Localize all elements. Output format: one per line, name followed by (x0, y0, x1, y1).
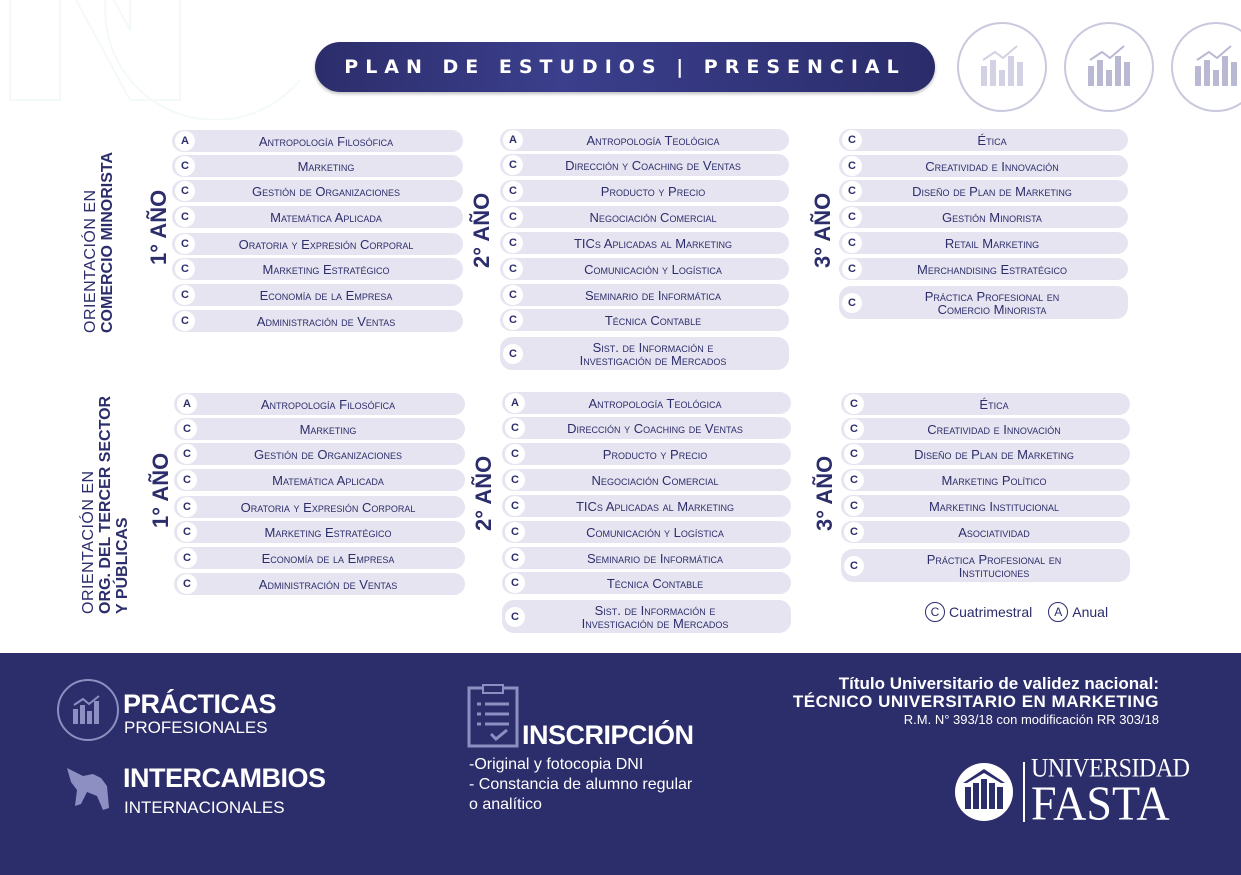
inscripcion-requirements (469, 755, 739, 815)
subject-name-line: Investigación de Mercados (579, 352, 727, 368)
subject-type-badge: C (177, 497, 197, 517)
subject-type-badge: C (175, 181, 195, 201)
chart-growth-icon (1171, 22, 1241, 112)
subject-type-badge: C (177, 444, 197, 464)
subject-pill (174, 521, 465, 543)
subject-pill (839, 206, 1128, 228)
subject-type-badge: A (177, 394, 197, 414)
titulo-resolucion: R.M. N° 393/18 con modificación RR 303/18 (903, 712, 1159, 727)
subject-type-badge: C (503, 181, 523, 201)
subject-name: Oratoria y Expresión Corporal (240, 499, 416, 515)
orientation-label (80, 396, 131, 614)
header-title: PLAN DE ESTUDIOS | PRESENCIAL (344, 56, 906, 78)
subject-type-badge: C (177, 574, 197, 594)
subject-type-badge: C (175, 234, 195, 254)
subject-pill (841, 418, 1130, 440)
legend-a-badge: A (1048, 602, 1068, 622)
subject-type-badge: C (503, 259, 523, 279)
legend-a-label: Anual (1072, 604, 1109, 620)
subject-type-badge: C (503, 285, 523, 305)
subject-name: Ética (977, 132, 1007, 148)
subject-pill (502, 417, 791, 439)
subject-name: Gestión de Organizaciones (254, 446, 402, 462)
subject-name: Administración de Ventas (256, 313, 396, 329)
subject-pill (500, 232, 789, 254)
subject-type-badge: C (842, 156, 862, 176)
subject-type-badge: C (844, 522, 864, 542)
subject-pill (500, 337, 789, 370)
subject-type-badge: C (175, 207, 195, 227)
subject-pill (172, 155, 463, 177)
subject-pill (841, 549, 1130, 582)
year-label: 2° AÑO (469, 192, 494, 268)
subject-name-line: Práctica Profesional en (926, 551, 1062, 567)
orientation-prefix: ORIENTACIÓN EN (80, 470, 97, 614)
practicas-subtitle: PROFESIONALES (124, 718, 268, 737)
fasta-word: FASTA (1031, 776, 1170, 831)
subject-name: Diseño de Plan de Marketing (912, 183, 1072, 199)
subject-type-badge: C (503, 233, 523, 253)
subject-name: Seminario de Informática (584, 287, 721, 303)
subject-type-badge: C (842, 259, 862, 279)
subject-type-badge: C (505, 607, 525, 627)
subject-name: Marketing (297, 158, 355, 174)
subject-type-badge: A (175, 131, 195, 151)
subject-pill (174, 496, 465, 518)
subject-pill (502, 572, 791, 594)
subject-type-badge: C (505, 548, 525, 568)
subject-pill (174, 547, 465, 569)
subject-pill (839, 258, 1128, 280)
subject-type-badge: A (503, 130, 523, 150)
subject-pill (502, 495, 791, 517)
practicas-title: PRÁCTICAS (123, 689, 277, 719)
year-label: 3° AÑO (812, 455, 837, 531)
subject-name: Oratoria y Expresión Corporal (238, 236, 414, 252)
subject-type-badge: C (844, 394, 864, 414)
intercambios-title: INTERCAMBIOS (123, 763, 326, 793)
subject-name: Marketing (299, 421, 357, 437)
subject-pill (174, 393, 465, 415)
subject-name: Comunicación y Logística (584, 261, 722, 277)
subject-type-badge: C (505, 418, 525, 438)
subject-name (864, 553, 1130, 579)
legend-c-label: Cuatrimestral (949, 604, 1033, 620)
orientation-name: COMERCIO MINORISTA (99, 151, 116, 333)
subject-type-badge: C (842, 233, 862, 253)
subject-name: TICs Aplicadas al Marketing (573, 235, 733, 251)
titulo-block (793, 675, 1159, 728)
subject-name: Creatividad e Innovación (927, 421, 1061, 437)
subject-type-badge: C (503, 310, 523, 330)
universidad-fasta-logo (953, 754, 1190, 831)
subject-type-badge: C (842, 293, 862, 313)
subject-pill (502, 443, 791, 465)
subject-pill (174, 469, 465, 491)
subject-type-badge: C (505, 522, 525, 542)
intercambios-subtitle: INTERNACIONALES (124, 798, 285, 817)
subject-pill (172, 180, 463, 202)
subject-pill (839, 155, 1128, 177)
subject-name: Ética (979, 396, 1009, 412)
subject-pill (172, 130, 463, 152)
subject-name: Técnica Contable (606, 575, 704, 591)
subject-name: Administración de Ventas (258, 576, 398, 592)
subject-name: Producto y Precio (602, 446, 708, 462)
requirement-item: -Original y fotocopia DNI (469, 756, 644, 773)
subject-type-badge: C (175, 311, 195, 331)
subject-type-badge: C (177, 548, 197, 568)
subject-name: Dirección y Coaching de Ventas (565, 157, 741, 173)
subject-name: Creatividad e Innovación (925, 158, 1059, 174)
legend-c-badge: C (925, 602, 945, 622)
subject-pill (172, 310, 463, 332)
subject-type-badge: C (844, 470, 864, 490)
subject-type-badge: C (844, 419, 864, 439)
subject-pill (841, 495, 1130, 517)
subject-name: Antropología Teológica (588, 395, 722, 411)
orientation-prefix: ORIENTACIÓN EN (82, 189, 99, 333)
subject-name: Diseño de Plan de Marketing (914, 446, 1074, 462)
subject-type-badge: C (175, 285, 195, 305)
subject-name: TICs Aplicadas al Marketing (575, 498, 735, 514)
subject-type-badge: C (842, 181, 862, 201)
subject-name: Dirección y Coaching de Ventas (567, 420, 743, 436)
subject-name-line: Comercio Minorista (937, 301, 1047, 317)
year-label: 3° AÑO (810, 192, 835, 268)
subject-name: Matemática Aplicada (272, 472, 384, 488)
year-label: 1° AÑO (146, 189, 171, 265)
universidad-word: UNIVERSIDAD (1031, 754, 1190, 784)
subject-type-badge: C (177, 522, 197, 542)
inscripcion-title: INSCRIPCIÓN (522, 720, 694, 750)
subject-name: Seminario de Informática (586, 550, 723, 566)
subject-type-badge: C (844, 556, 864, 576)
subject-pill (839, 286, 1128, 319)
subject-name: Antropología Filosófica (258, 133, 394, 149)
subject-pill (839, 129, 1128, 151)
orientation-name: ORG. DEL TERCER SECTOR (97, 395, 114, 614)
subject-type-badge: C (175, 259, 195, 279)
subject-pill (172, 206, 463, 228)
subject-type-badge: C (505, 496, 525, 516)
subject-type-badge: C (505, 444, 525, 464)
subject-type-badge: C (844, 444, 864, 464)
subject-name: Economía de la Empresa (259, 287, 393, 303)
fasta-emblem-icon (953, 761, 1015, 823)
subject-pill (174, 443, 465, 465)
subject-name: Gestión Minorista (942, 209, 1042, 225)
subject-name: Negociación Comercial (591, 472, 719, 488)
subject-name: Marketing Estratégico (262, 261, 390, 277)
chart-growth-icon (1064, 22, 1154, 112)
subject-type-badge: C (503, 207, 523, 227)
footer (0, 653, 1241, 875)
orientation-name-continued: Y PÚBLICAS (114, 517, 131, 614)
subject-name: Producto y Precio (600, 183, 706, 199)
subject-name: Asociatividad (958, 524, 1030, 540)
subject-name: Comunicación y Logística (586, 524, 724, 540)
subject-pill (174, 573, 465, 595)
subject-name (862, 290, 1128, 316)
subject-pill (841, 521, 1130, 543)
subject-type-badge: A (505, 393, 525, 413)
subject-pill (172, 258, 463, 280)
subject-type-badge: C (505, 573, 525, 593)
subject-type-badge: C (844, 496, 864, 516)
subject-name: Retail Marketing (944, 235, 1040, 251)
subject-pill (500, 154, 789, 176)
subject-type-badge: C (503, 155, 523, 175)
subject-name-line: Investigación de Mercados (581, 615, 729, 631)
subject-pill (500, 180, 789, 202)
subject-name: Técnica Contable (604, 312, 702, 328)
requirement-item: - Constancia de alumno regular (469, 776, 693, 793)
subject-type-badge: C (505, 470, 525, 490)
background-logo-watermark (0, 0, 310, 120)
chart-growth-icon (957, 22, 1047, 112)
subject-name: Gestión de Organizaciones (252, 183, 400, 199)
legend (925, 602, 1108, 622)
subject-name (525, 604, 791, 630)
subject-pill (500, 206, 789, 228)
subject-pill (500, 258, 789, 280)
subject-name: Negociación Comercial (589, 209, 717, 225)
subject-name: Marketing Institucional (928, 498, 1060, 514)
subject-type-badge: C (177, 419, 197, 439)
year-label: 2° AÑO (471, 455, 496, 531)
subject-name: Economía de la Empresa (261, 550, 395, 566)
subject-pill (502, 600, 791, 633)
subject-pill (500, 284, 789, 306)
airplane-icon (63, 764, 113, 814)
subject-name: Merchandising Estratégico (917, 261, 1067, 277)
subject-pill (172, 284, 463, 306)
subject-pill (841, 443, 1130, 465)
subject-type-badge: C (842, 207, 862, 227)
subject-pill (502, 547, 791, 569)
clipboard-icon (467, 684, 521, 748)
subject-pill (502, 469, 791, 491)
subject-name (523, 341, 789, 367)
subject-type-badge: C (503, 344, 523, 364)
subject-name-line: Práctica Profesional en (924, 288, 1060, 304)
subject-pill (839, 232, 1128, 254)
subject-pill (839, 180, 1128, 202)
subject-pill (500, 129, 789, 151)
year-label: 1° AÑO (148, 452, 173, 528)
subject-name-line: Sist. de Información e (592, 339, 714, 355)
subject-pill (841, 469, 1130, 491)
practicas-icon (57, 679, 119, 741)
titulo-nombre: TÉCNICO UNIVERSITARIO EN MARKETING (792, 692, 1159, 711)
subject-pill (502, 392, 791, 414)
subject-name: Matemática Aplicada (270, 209, 382, 225)
subject-pill (172, 233, 463, 255)
titulo-validez: Título Universitario de validez nacional: (838, 674, 1159, 693)
orientation-label (82, 152, 116, 333)
subject-type-badge: C (177, 470, 197, 490)
subject-pill (500, 309, 789, 331)
subject-pill (502, 521, 791, 543)
subject-name: Antropología Teológica (586, 132, 720, 148)
subject-pill (841, 393, 1130, 415)
subject-name-line: Instituciones (958, 564, 1030, 580)
subject-type-badge: C (175, 156, 195, 176)
subject-type-badge: C (842, 130, 862, 150)
subject-pill (174, 418, 465, 440)
plan-de-estudios-header (315, 42, 935, 92)
requirement-item: o analítico (469, 796, 542, 813)
subject-name: Antropología Filosófica (260, 396, 396, 412)
subject-name: Marketing Político (941, 472, 1047, 488)
subject-name: Marketing Estratégico (264, 524, 392, 540)
subject-name-line: Sist. de Información e (594, 602, 716, 618)
